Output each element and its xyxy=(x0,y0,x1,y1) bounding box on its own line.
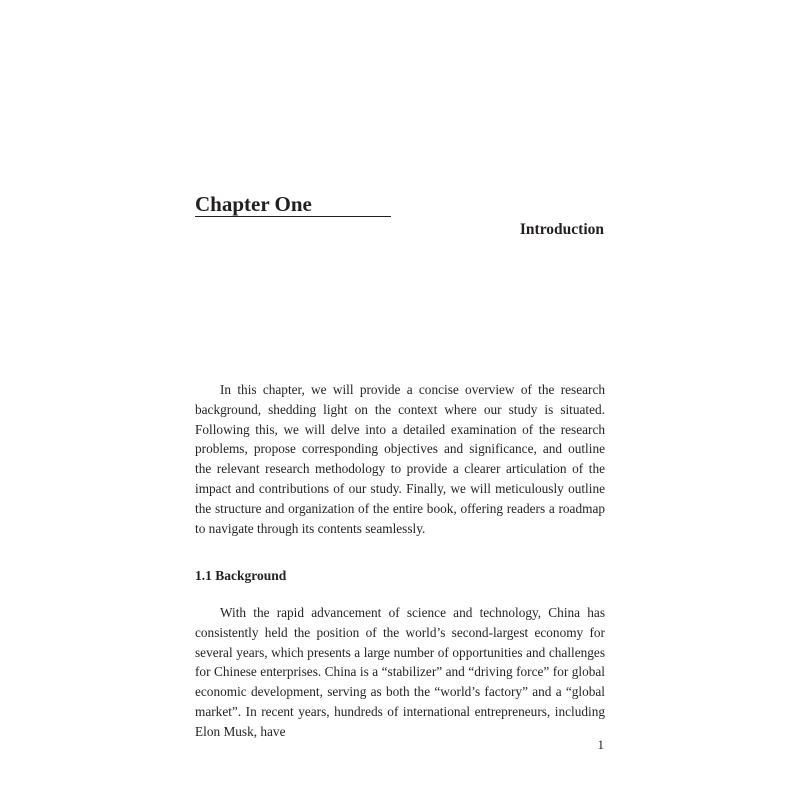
intro-paragraph: In this chapter, we will provide a concise overview of the research background, shedding light on the context where our study is situated. Following this, we will delve into a detailed examination of the research problems, propose corresponding objectives and significance, and outline the relevant research methodology to provide a clearer articulation of the impact and contributions of our study. Finally, we will meticulously outline the structure and organization of the entire book, offering readers a roadmap to navigate through its contents seamlessly. xyxy=(195,382,605,536)
chapter-subtitle: Introduction xyxy=(519,221,604,238)
page-number: 1 xyxy=(597,737,604,752)
section-heading: 1.1 Background xyxy=(195,568,287,583)
background-paragraph: With the rapid advancement of science and technology, China has consistently held the position of the world’s second-largest economy for several years, which presents a large number of opportunities and challenges for Chinese enterprises. China is a “stabilizer” and “driving force” for global economic development, serving as both the “world’s factory” and a “global market”. In recent years, hundreds of international entrepreneurs, including Elon Musk, have xyxy=(195,605,605,739)
chapter-title: Chapter One xyxy=(195,190,391,217)
